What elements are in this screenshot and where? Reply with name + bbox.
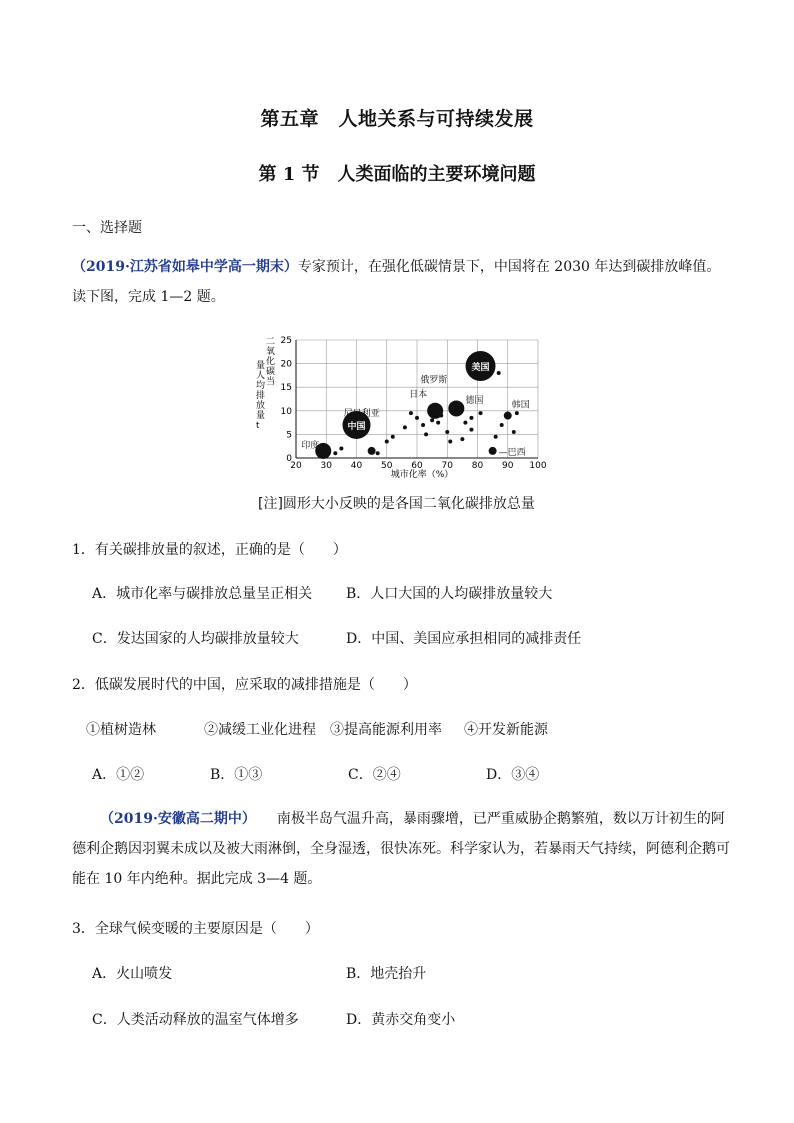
y-tick-label: 20 xyxy=(280,359,292,370)
data-point xyxy=(479,411,483,415)
point-label: 德国 xyxy=(465,395,484,406)
point-labels xyxy=(301,361,530,458)
data-point xyxy=(515,411,519,415)
q3-option-b[interactable]: B．地壳抬升 xyxy=(346,966,427,982)
y-tick-labels xyxy=(281,336,293,464)
data-point-日本 xyxy=(427,403,443,419)
q1-option-b[interactable]: B．人口大国的人均碳排放量较大 xyxy=(346,586,553,602)
y-tick-label: 0 xyxy=(286,454,292,464)
q3-option-c[interactable]: C．人类活动释放的温室气体增多 xyxy=(92,1012,299,1028)
q2-item-3: ③提高能源利用率 xyxy=(330,722,442,738)
data-point xyxy=(385,439,389,443)
q1-option-d[interactable]: D．中国、美国应承担相同的减排责任 xyxy=(346,631,582,647)
q2-option-d[interactable]: D．③④ xyxy=(486,767,540,783)
x-tick-label: 30 xyxy=(320,461,332,471)
x-tick-label: 90 xyxy=(502,461,514,471)
data-point xyxy=(430,418,434,422)
x-tick-label: 70 xyxy=(441,461,453,471)
data-point xyxy=(415,416,419,420)
data-point xyxy=(469,428,473,432)
data-point xyxy=(403,425,407,429)
data-point xyxy=(339,447,343,451)
data-point-尼日利亚 xyxy=(368,447,376,455)
y-axis-label: 二氧化碳当量人均排放量 t xyxy=(256,337,276,431)
data-point xyxy=(436,421,440,425)
x-tick-label: 50 xyxy=(381,461,393,471)
section-title: 第 1 节 人类面临的主要环境问题 xyxy=(258,164,536,185)
data-point xyxy=(391,435,395,439)
data-point xyxy=(424,432,428,436)
part-heading: 一、选择题 xyxy=(72,220,142,236)
data-point xyxy=(500,423,504,427)
data-point-巴西 xyxy=(489,447,497,455)
point-label: 韩国 xyxy=(511,400,530,411)
scatter-chart xyxy=(252,330,552,480)
point-label: 印度 xyxy=(301,440,320,451)
data-point xyxy=(469,416,473,420)
q2-option-c[interactable]: C．②④ xyxy=(348,767,401,783)
data-point xyxy=(376,451,380,455)
point-label: 中国 xyxy=(347,421,366,432)
data-point xyxy=(421,423,425,427)
chart-note: [注]圆形大小反映的是各国二氧化碳排放总量 xyxy=(258,496,535,512)
x-tick-label: 60 xyxy=(411,461,423,471)
data-point xyxy=(497,371,501,375)
x-tick-label: 80 xyxy=(471,461,484,471)
point-label: 美国 xyxy=(471,362,490,373)
x-tick-label: 20 xyxy=(290,461,302,471)
q3-option-d[interactable]: D．黄赤交角变小 xyxy=(346,1012,456,1028)
x-axis-label: 城市化率（%） xyxy=(390,470,454,480)
chapter-title: 第五章 人地关系与可持续发展 xyxy=(260,108,534,130)
data-point xyxy=(512,430,516,434)
intro-paragraph-2 xyxy=(72,804,732,894)
x-tick-label: 40 xyxy=(350,461,363,471)
q2-item-2: ②减缓工业化进程 xyxy=(204,722,316,738)
data-point-韩国 xyxy=(504,412,512,420)
source-tag-2: （2019·安徽高二期中） xyxy=(100,811,249,827)
q1-stem: 1．有关碳排放量的叙述，正确的是（ ） xyxy=(72,542,347,558)
y-tick-label: 10 xyxy=(280,406,292,417)
data-point xyxy=(445,430,449,434)
point-label: 尼日利亚 xyxy=(343,408,380,419)
intro-text-2: 南极半岛气温升高，暴雨骤增，已严重威胁企鹅繁殖，数以万计初生的阿德利企鹅因羽翼未成以及被大雨淋倒，全身湿透，很快冻死。科学家认为，若暴雨天气持续，阿德利企鹅可能在 10 年内绝种。据此完成 3—4 题。 xyxy=(72,811,730,887)
x-tick-label: 100 xyxy=(529,461,547,471)
q2-stem: 2．低碳发展时代的中国，应采取的减排措施是（ ） xyxy=(72,677,417,693)
q2-item-4: ④开发新能源 xyxy=(464,722,548,738)
q3-stem: 3．全球气候变暖的主要原因是（ ） xyxy=(72,921,319,937)
q1-option-a[interactable]: A．城市化率与碳排放总量呈正相关 xyxy=(92,586,313,602)
intro-paragraph-1 xyxy=(72,252,732,312)
data-point xyxy=(409,411,413,415)
y-tick-label: 15 xyxy=(280,383,292,394)
point-label: —巴西 xyxy=(498,447,526,458)
q2-item-1: ①植树造林 xyxy=(86,722,156,738)
y-tick-label: 5 xyxy=(286,430,292,441)
data-point xyxy=(333,451,337,455)
point-label: 俄罗斯 xyxy=(420,375,448,386)
data-point xyxy=(494,435,498,439)
y-tick-label: 25 xyxy=(280,336,292,346)
data-point-德国 xyxy=(455,407,463,415)
intro-text-1: 专家预计，在强化低碳情景下，中国将在 2030 年达到碳排放峰值。读下图，完成 1—2 题。 xyxy=(72,259,721,305)
data-point xyxy=(463,421,467,425)
point-label: 日本 xyxy=(409,389,428,400)
data-point xyxy=(460,437,464,441)
source-tag-1: （2019·江苏省如皋中学高一期末） xyxy=(72,259,298,275)
data-point xyxy=(448,439,452,443)
q3-option-a[interactable]: A．火山喷发 xyxy=(92,966,173,982)
q2-option-b[interactable]: B．①③ xyxy=(210,767,263,783)
q1-option-c[interactable]: C．发达国家的人均碳排放量较大 xyxy=(92,631,299,647)
q2-option-a[interactable]: A．①② xyxy=(92,767,145,783)
